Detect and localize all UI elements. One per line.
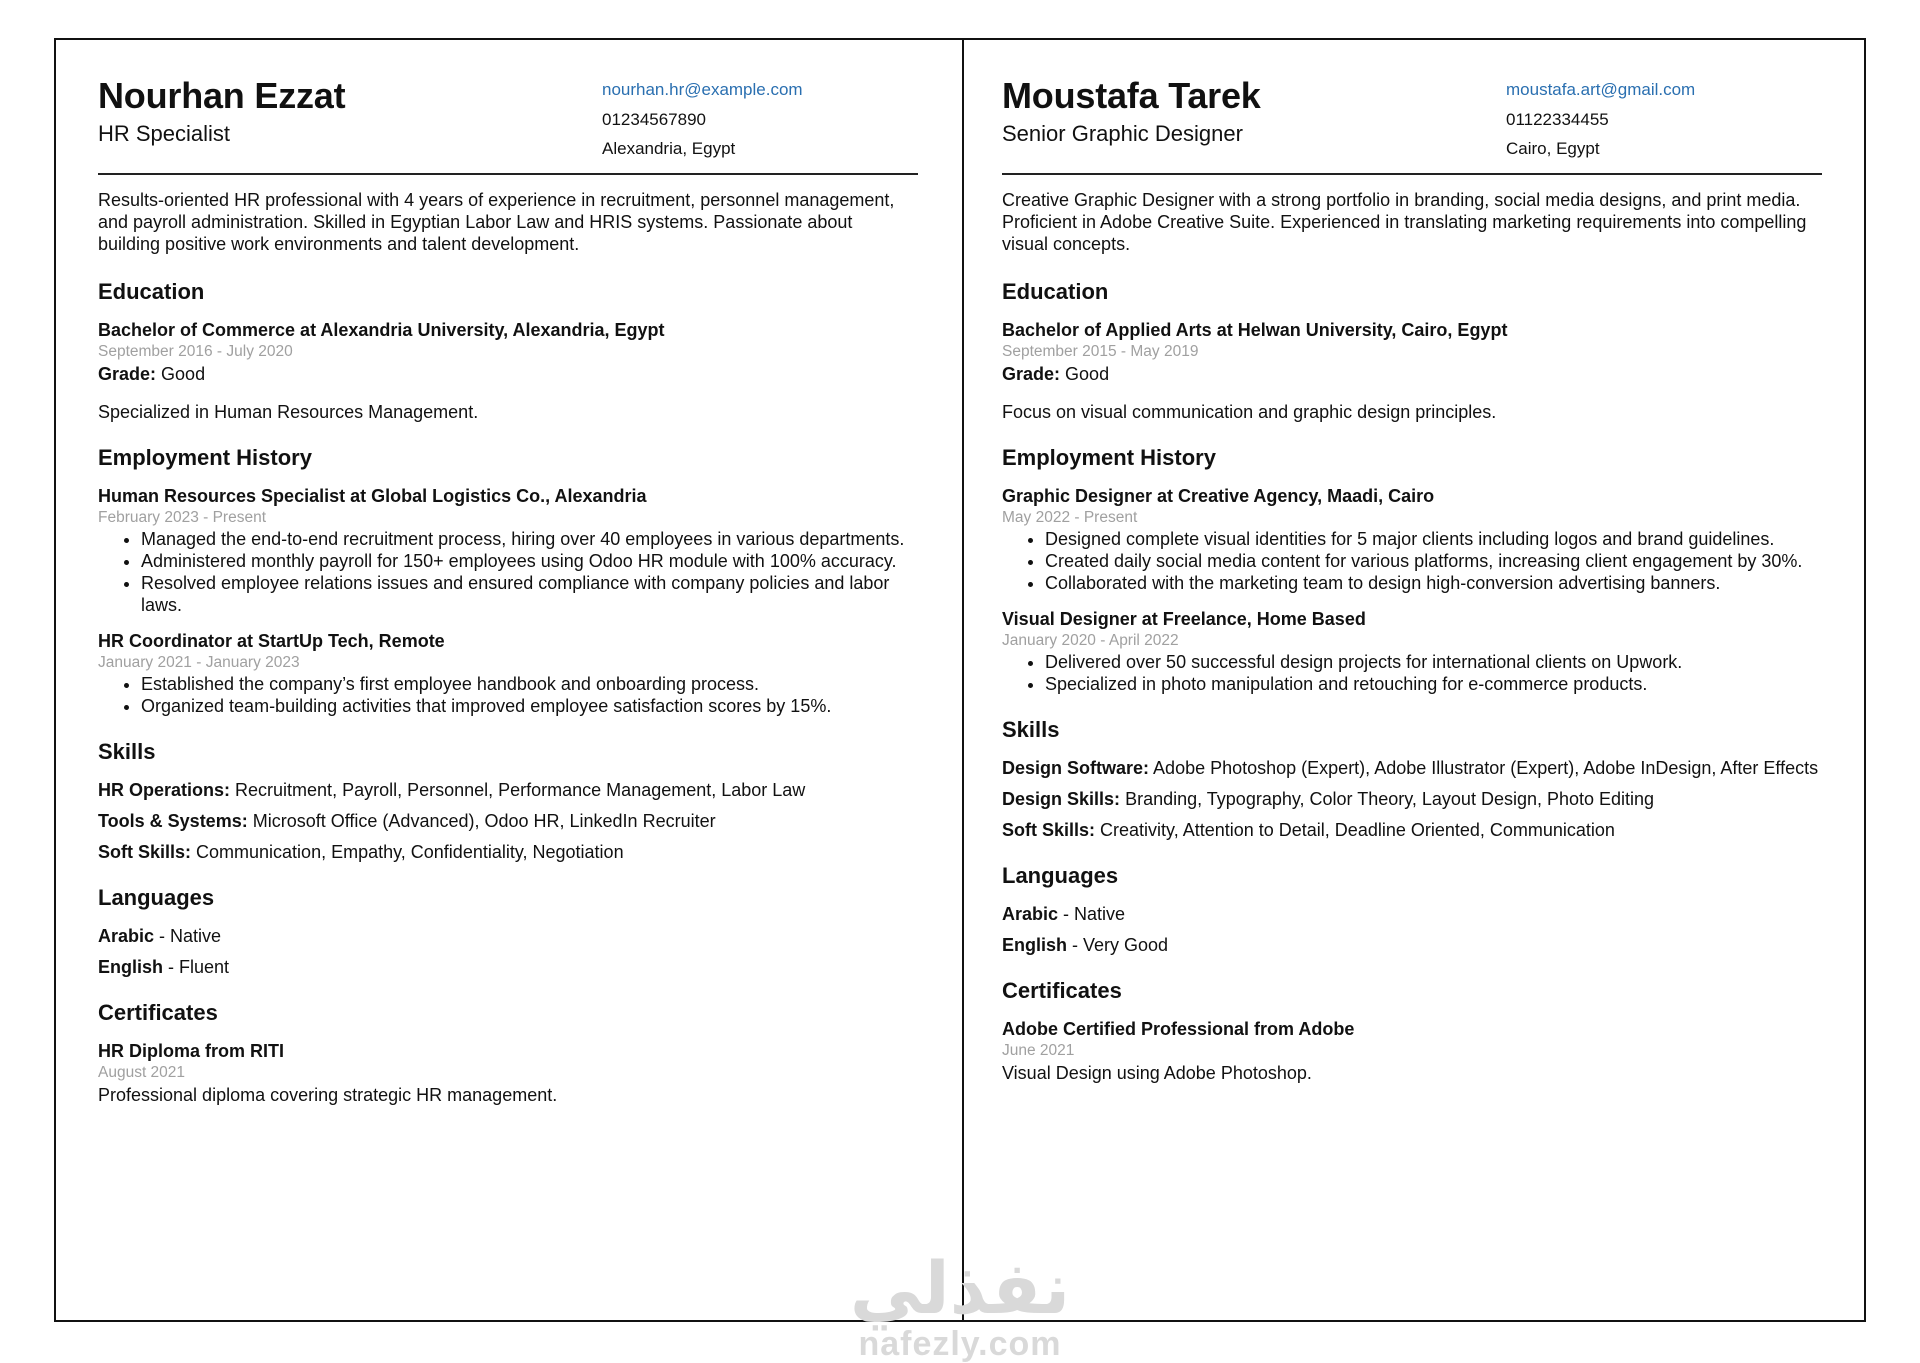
resume-header: [1002, 75, 1822, 175]
bullet-item: • Established the company’s first employee handbook and onboarding process.: [141, 673, 918, 695]
grade-line: [98, 362, 918, 387]
resume-right: [960, 40, 1864, 1320]
section-title: Skills: [1002, 717, 1060, 742]
job-bullets: [1002, 528, 1822, 594]
languages-section: [1002, 863, 1822, 956]
skill-row: [98, 810, 918, 832]
skill-label: Tools & Systems:: [98, 811, 248, 831]
skill-value: Recruitment, Payroll, Personnel, Performance Management, Labor Law: [235, 780, 806, 800]
grade-label: Grade:: [1002, 364, 1061, 384]
certificate-date: June 2021: [1002, 1042, 1075, 1059]
language-name: Arabic: [98, 926, 155, 946]
language-row: Arabic - Native: [1002, 904, 1126, 924]
skill-value: Adobe Photoshop (Expert), Adobe Illustrator (Expert), Adobe InDesign, After Effects: [1153, 758, 1819, 778]
job-entry: [1002, 485, 1822, 594]
language-name: English: [98, 957, 164, 977]
skill-row: [98, 841, 918, 863]
skill-value: Branding, Typography, Color Theory, Layout Design, Photo Editing: [1125, 789, 1655, 809]
section-title: Education: [1002, 279, 1109, 304]
skill-label: Soft Skills:: [1002, 820, 1096, 840]
job-bullets: [98, 673, 918, 717]
watermark-arabic: نفذلي: [849, 1246, 1071, 1330]
phone-number: 01234567890: [602, 109, 707, 129]
language-row: English - Very Good: [1002, 935, 1169, 955]
candidate-role: Senior Graphic Designer: [1002, 121, 1243, 146]
skill-label: HR Operations:: [98, 780, 231, 800]
section-title: Languages: [98, 885, 215, 910]
phone-number: 01122334455: [1506, 109, 1609, 129]
bullet-item: • Organized team-building activities that improved employee satisfaction scores by 15%.: [141, 695, 918, 717]
bullet-item: • Created daily social media content for various platforms, increasing client engagement by 30%.: [1045, 550, 1822, 572]
language-row: English - Fluent: [98, 957, 230, 977]
skills-section: [1002, 717, 1822, 841]
location: Alexandria, Egypt: [602, 139, 736, 158]
email-link[interactable]: nourhan.hr@example.com: [602, 80, 803, 99]
skill-value: Microsoft Office (Advanced), Odoo HR, LinkedIn Recruiter: [252, 811, 716, 831]
language-name: English: [1002, 935, 1068, 955]
education-date: September 2015 - May 2019: [1002, 343, 1199, 360]
resume-header: [98, 75, 918, 175]
bullet-item: • Collaborated with the marketing team to design high-conversion advertising banners.: [1045, 572, 1822, 594]
job-date: January 2020 - April 2022: [1002, 632, 1179, 649]
job-entry: [98, 630, 918, 717]
section-title: Certificates: [98, 1000, 218, 1025]
contact-info: [602, 75, 803, 164]
skill-value: Creativity, Attention to Detail, Deadline Oriented, Communication: [1100, 820, 1615, 840]
certificates-section: [98, 1000, 918, 1108]
education-description: Specialized in Human Resources Management.: [98, 402, 479, 422]
job-title: Graphic Designer at Creative Agency, Maadi, Cairo: [1002, 486, 1435, 506]
bullet-item: • Resolved employee relations issues and ensured compliance with company policies and labor laws.: [141, 572, 918, 616]
watermark-site: nafezly.com: [858, 1325, 1062, 1363]
job-entry: [98, 485, 918, 616]
contact-info: [1506, 75, 1695, 164]
certificate-description: Visual Design using Adobe Photoshop.: [1002, 1063, 1312, 1083]
skill-label: Design Software:: [1002, 758, 1150, 778]
certificate-name: Adobe Certified Professional from Adobe: [1002, 1019, 1355, 1039]
section-title: Skills: [98, 739, 156, 764]
bullet-item: • Managed the end-to-end recruitment process, hiring over 40 employees in various departments.: [141, 528, 918, 550]
certificate-name: HR Diploma from RITI: [98, 1041, 285, 1061]
employment-section: [1002, 445, 1822, 695]
skill-value: Communication, Empathy, Confidentiality, Negotiation: [196, 842, 624, 862]
education-date: September 2016 - July 2020: [98, 343, 293, 360]
location: Cairo, Egypt: [1506, 139, 1600, 158]
grade-value: Good: [161, 364, 206, 384]
language-name: Arabic: [1002, 904, 1059, 924]
job-title: Visual Designer at Freelance, Home Based: [1002, 609, 1366, 629]
certificates-section: [1002, 978, 1822, 1086]
skill-row: [1002, 788, 1822, 810]
skill-label: Soft Skills:: [98, 842, 192, 862]
grade-label: Grade:: [98, 364, 157, 384]
job-date: May 2022 - Present: [1002, 509, 1138, 526]
skill-label: Design Skills:: [1002, 789, 1121, 809]
language-level: Fluent: [179, 957, 230, 977]
job-title: HR Coordinator at StartUp Tech, Remote: [98, 631, 445, 651]
degree-title: Bachelor of Applied Arts at Helwan University, Cairo, Egypt: [1002, 320, 1508, 340]
candidate-role: HR Specialist: [98, 121, 231, 146]
job-entry: [1002, 608, 1822, 695]
section-title: Employment History: [1002, 445, 1216, 470]
certificate-date: August 2021: [98, 1064, 186, 1081]
candidate-name: Nourhan Ezzat: [98, 75, 346, 116]
education-section: [1002, 279, 1822, 423]
language-level: Native: [170, 926, 222, 946]
job-date: January 2021 - January 2023: [98, 654, 300, 671]
resume-left: [56, 40, 960, 1320]
job-bullets: [98, 528, 918, 616]
skill-row: [98, 779, 918, 801]
education-section: [98, 279, 918, 423]
skills-section: [98, 739, 918, 863]
job-title: Human Resources Specialist at Global Logistics Co., Alexandria: [98, 486, 647, 506]
resume-sheet: [54, 38, 1866, 1322]
section-title: Languages: [1002, 863, 1119, 888]
skill-row: [1002, 819, 1822, 841]
bullet-item: • Specialized in photo manipulation and retouching for e-commerce products.: [1045, 673, 1822, 695]
skill-row: [1002, 757, 1822, 779]
job-date: February 2023 - Present: [98, 509, 267, 526]
languages-section: [98, 885, 918, 978]
language-row: Arabic - Native: [98, 926, 222, 946]
bullet-item: • Delivered over 50 successful design projects for international clients on Upwork.: [1045, 651, 1822, 673]
language-level: Native: [1074, 904, 1126, 924]
summary: Creative Graphic Designer with a strong portfolio in branding, social media designs, and print media. Proficient in Adobe Creative Suite. Experienced in translating marketing requirements into compelling visual concepts.: [1002, 190, 1807, 254]
education-description: Focus on visual communication and graphic design principles.: [1002, 402, 1497, 422]
employment-section: [98, 445, 918, 717]
candidate-name: Moustafa Tarek: [1002, 75, 1261, 116]
bullet-item: • Administered monthly payroll for 150+ employees using Odoo HR module with 100% accuracy.: [141, 550, 918, 572]
grade-line: [1002, 362, 1822, 387]
certificate-description: Professional diploma covering strategic HR management.: [98, 1085, 558, 1105]
degree-title: Bachelor of Commerce at Alexandria University, Alexandria, Egypt: [98, 320, 665, 340]
language-level: Very Good: [1083, 935, 1169, 955]
email-link[interactable]: moustafa.art@gmail.com: [1506, 80, 1696, 99]
summary: Results-oriented HR professional with 4 years of experience in recruitment, personnel management, and payroll administration. Skilled in Egyptian Labor Law and HRIS systems. Passionate about building positive work environments and talent development.: [98, 190, 895, 254]
grade-value: Good: [1065, 364, 1110, 384]
section-title: Education: [98, 279, 205, 304]
job-bullets: [1002, 651, 1822, 695]
section-title: Employment History: [98, 445, 312, 470]
bullet-item: • Designed complete visual identities for 5 major clients including logos and brand guidelines.: [1045, 528, 1822, 550]
section-title: Certificates: [1002, 978, 1122, 1003]
